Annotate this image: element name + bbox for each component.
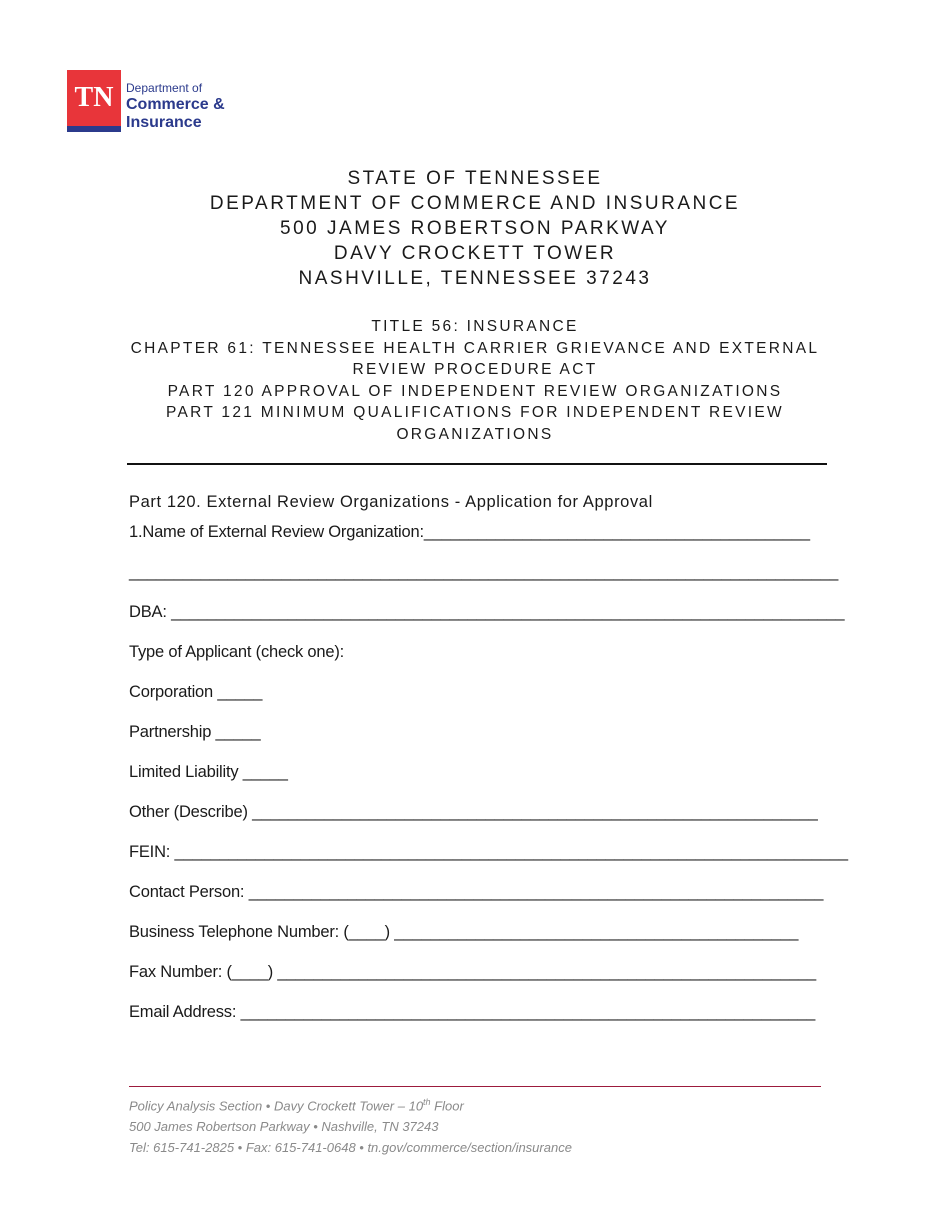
contact-person-field[interactable]: Contact Person: ________________________________________________________________: [129, 883, 824, 901]
fax-number-field[interactable]: Fax Number: (____) ____________________________________________________________: [129, 963, 817, 981]
footer-line-1-end: Floor: [430, 1098, 464, 1114]
title-line: REVIEW PROCEDURE ACT: [352, 361, 598, 378]
organization-name-continued-field[interactable]: _______________________________________________________________________________: [129, 563, 839, 581]
email-address-field[interactable]: Email Address: ________________________________________________________________: [129, 1003, 816, 1021]
footer-line-1-sup: th: [423, 1097, 431, 1107]
title-line: PART 120 APPROVAL OF INDEPENDENT REVIEW ORGANIZATIONS: [167, 382, 783, 400]
limited-liability-checkbox-field[interactable]: Limited Liability _____: [129, 763, 288, 781]
logo-line-3: Insurance: [126, 114, 202, 131]
header-line: DAVY CROCKETT TOWER: [333, 243, 617, 264]
agency-header: [0, 166, 950, 291]
other-describe-field[interactable]: Other (Describe) _______________________________________________________________: [129, 803, 818, 821]
partnership-checkbox-field[interactable]: Partnership _____: [129, 723, 261, 741]
logo-line-2: Commerce &: [126, 96, 225, 113]
logo-wordmark: [126, 82, 225, 133]
corporation-checkbox-field[interactable]: Corporation _____: [129, 683, 263, 701]
footer: [129, 1092, 572, 1158]
footer-line-3: Tel: 615-741-2825 • Fax: 615-741-0648 • tn.gov/commerce/section/insurance: [129, 1140, 572, 1156]
applicant-type-label: Type of Applicant (check one):: [129, 643, 345, 661]
organization-name-field[interactable]: 1.Name of External Review Organization:___________________________________________: [129, 523, 810, 541]
logo-underline: [67, 126, 121, 132]
logo-line-1: Department of: [126, 81, 203, 95]
title-line: ORGANIZATIONS: [396, 425, 554, 443]
header-divider: [127, 463, 827, 465]
form-part-title: Part 120. External Review Organizations - Application for Approval: [129, 493, 653, 511]
header-line: NASHVILLE, TENNESSEE 37243: [298, 268, 652, 289]
department-logo: [67, 70, 237, 132]
title-line: PART 121 MINIMUM QUALIFICATIONS FOR INDEPENDENT REVIEW: [166, 404, 784, 421]
application-form: [129, 490, 848, 1040]
footer-divider: [129, 1086, 821, 1087]
header-line: DEPARTMENT OF COMMERCE AND INSURANCE: [209, 193, 741, 214]
fein-field[interactable]: FEIN: ___________________________________________________________________________: [129, 843, 848, 861]
tn-logo-mark: [67, 70, 121, 132]
footer-line-1: [129, 1092, 572, 1116]
dba-field[interactable]: DBA: ___________________________________________________________________________: [129, 603, 845, 621]
title-line: CHAPTER 61: TENNESSEE HEALTH CARRIER GRIEVANCE AND EXTERNAL: [130, 339, 820, 357]
title-line: TITLE 56: INSURANCE: [371, 318, 579, 335]
header-line: STATE OF TENNESSEE: [347, 168, 603, 189]
logo-abbr: TN: [74, 82, 114, 113]
business-telephone-field[interactable]: Business Telephone Number: (____) _____________________________________________: [129, 923, 799, 941]
footer-line-2: 500 James Robertson Parkway • Nashville, TN 37243: [129, 1119, 439, 1135]
regulation-titles: [110, 316, 840, 445]
footer-line-1-main: Policy Analysis Section • Davy Crockett Tower – 10: [129, 1098, 424, 1114]
header-line: 500 JAMES ROBERTSON PARKWAY: [280, 218, 670, 239]
